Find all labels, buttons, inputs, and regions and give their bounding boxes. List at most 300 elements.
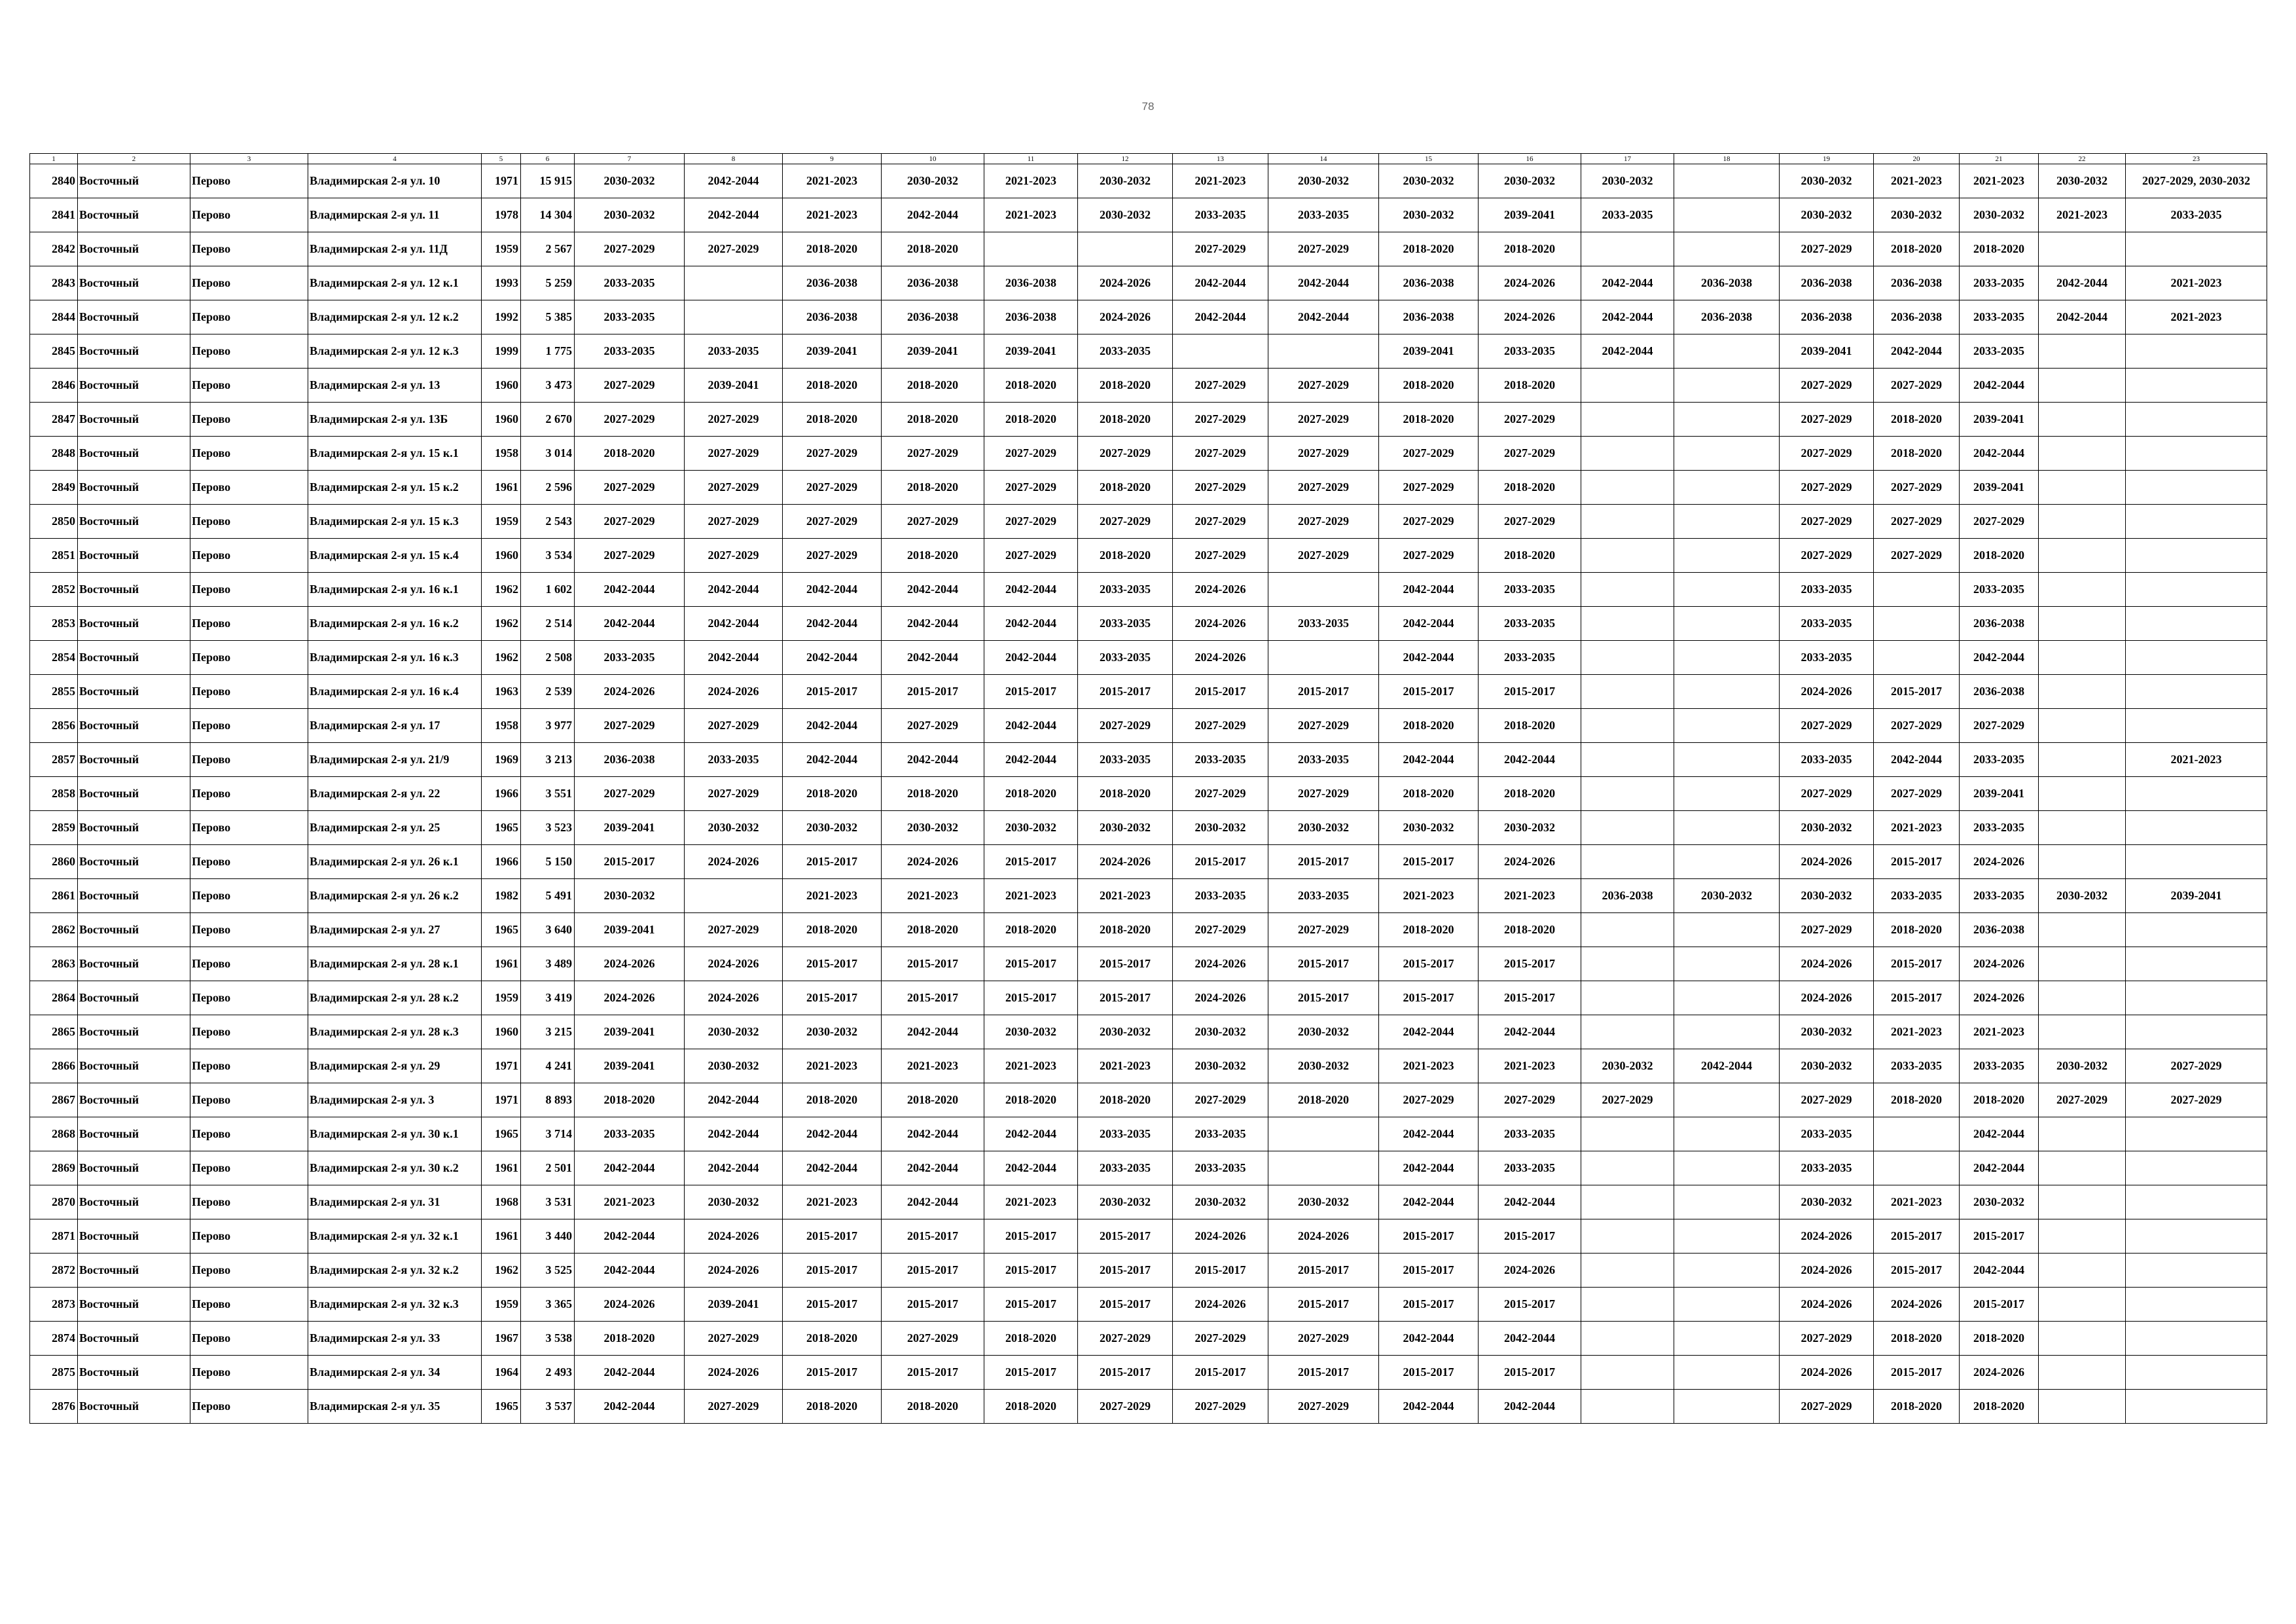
table-cell-col-4: Владимирская 2-я ул. 16 к.2 bbox=[308, 607, 482, 641]
table-cell-col-6: 5 491 bbox=[521, 879, 575, 913]
table-cell-col-20: 2030-2032 bbox=[1874, 198, 1960, 232]
table-cell-col-5: 1967 bbox=[482, 1322, 521, 1356]
table-cell-col-11: 2015-2017 bbox=[984, 947, 1078, 981]
table-cell-col-15: 2015-2017 bbox=[1379, 1219, 1479, 1254]
table-cell-col-22 bbox=[2039, 334, 2126, 369]
table-cell-col-10: 2018-2020 bbox=[882, 1083, 984, 1117]
table-cell-col-11: 2039-2041 bbox=[984, 334, 1078, 369]
table-cell-col-2: Восточный bbox=[78, 607, 190, 641]
page-number: 78 bbox=[1141, 100, 1155, 113]
table-cell-col-19: 2027-2029 bbox=[1780, 403, 1874, 437]
table-cell-col-1: 2850 bbox=[30, 505, 78, 539]
table-cell-col-21: 2039-2041 bbox=[1960, 471, 2039, 505]
table-cell-col-2: Восточный bbox=[78, 675, 190, 709]
table-cell-col-13: 2027-2029 bbox=[1173, 1390, 1268, 1424]
table-cell-col-9: 2018-2020 bbox=[783, 777, 882, 811]
table-cell-col-21: 2018-2020 bbox=[1960, 1083, 2039, 1117]
table-cell-col-20: 2015-2017 bbox=[1874, 947, 1960, 981]
table-cell-col-7: 2033-2035 bbox=[575, 1117, 685, 1151]
table-cell-col-14: 2015-2017 bbox=[1268, 1254, 1379, 1288]
table-cell-col-19: 2027-2029 bbox=[1780, 369, 1874, 403]
table-cell-col-23 bbox=[2126, 334, 2267, 369]
table-cell-col-3: Перово bbox=[190, 811, 308, 845]
table-cell-col-15: 2036-2038 bbox=[1379, 300, 1479, 334]
table-cell-col-16: 2015-2017 bbox=[1479, 947, 1581, 981]
table-cell-col-5: 1992 bbox=[482, 300, 521, 334]
table-cell-col-19: 2033-2035 bbox=[1780, 1117, 1874, 1151]
table-cell-col-18 bbox=[1674, 539, 1780, 573]
table-cell-col-7: 2027-2029 bbox=[575, 777, 685, 811]
table-cell-col-18 bbox=[1674, 1254, 1780, 1288]
table-cell-col-13: 2033-2035 bbox=[1173, 1117, 1268, 1151]
table-cell-col-20: 2027-2029 bbox=[1874, 369, 1960, 403]
table-cell-col-8: 2024-2026 bbox=[685, 675, 783, 709]
table-cell-col-17 bbox=[1581, 437, 1674, 471]
table-cell-col-3: Перово bbox=[190, 1015, 308, 1049]
table-cell-col-1: 2868 bbox=[30, 1117, 78, 1151]
table-cell-col-17: 2030-2032 bbox=[1581, 1049, 1674, 1083]
column-number-10: 10 bbox=[882, 154, 984, 164]
table-cell-col-16: 2033-2035 bbox=[1479, 573, 1581, 607]
table-cell-col-13: 2042-2044 bbox=[1173, 300, 1268, 334]
table-row bbox=[30, 879, 2267, 913]
table-cell-col-4: Владимирская 2-я ул. 26 к.1 bbox=[308, 845, 482, 879]
table-cell-col-10: 2015-2017 bbox=[882, 1219, 984, 1254]
table-cell-col-10: 2042-2044 bbox=[882, 1151, 984, 1185]
table-cell-col-18 bbox=[1674, 1390, 1780, 1424]
table-cell-col-23: 2039-2041 bbox=[2126, 879, 2267, 913]
table-cell-col-10: 2042-2044 bbox=[882, 641, 984, 675]
table-cell-col-5: 1961 bbox=[482, 947, 521, 981]
table-cell-col-10: 2027-2029 bbox=[882, 1322, 984, 1356]
table-cell-col-18 bbox=[1674, 1356, 1780, 1390]
table-cell-col-1: 2870 bbox=[30, 1185, 78, 1219]
table-cell-col-3: Перово bbox=[190, 1356, 308, 1390]
table-cell-col-23 bbox=[2126, 811, 2267, 845]
table-cell-col-7: 2018-2020 bbox=[575, 1083, 685, 1117]
table-cell-col-6: 3 977 bbox=[521, 709, 575, 743]
column-number-8: 8 bbox=[685, 154, 783, 164]
table-cell-col-2: Восточный bbox=[78, 1390, 190, 1424]
table-cell-col-7: 2027-2029 bbox=[575, 369, 685, 403]
table-cell-col-21: 2033-2035 bbox=[1960, 743, 2039, 777]
table-cell-col-22 bbox=[2039, 471, 2126, 505]
table-cell-col-6: 14 304 bbox=[521, 198, 575, 232]
table-cell-col-19: 2027-2029 bbox=[1780, 1322, 1874, 1356]
table-cell-col-10: 2042-2044 bbox=[882, 1015, 984, 1049]
table-cell-col-6: 15 915 bbox=[521, 164, 575, 198]
table-cell-col-8: 2042-2044 bbox=[685, 573, 783, 607]
table-cell-col-14: 2027-2029 bbox=[1268, 369, 1379, 403]
table-cell-col-11: 2030-2032 bbox=[984, 811, 1078, 845]
table-cell-col-23 bbox=[2126, 1288, 2267, 1322]
table-cell-col-16: 2015-2017 bbox=[1479, 981, 1581, 1015]
table-cell-col-14 bbox=[1268, 573, 1379, 607]
table-cell-col-16: 2018-2020 bbox=[1479, 777, 1581, 811]
table-row bbox=[30, 1185, 2267, 1219]
table-cell-col-1: 2875 bbox=[30, 1356, 78, 1390]
table-cell-col-14: 2027-2029 bbox=[1268, 1390, 1379, 1424]
table-cell-col-4: Владимирская 2-я ул. 15 к.1 bbox=[308, 437, 482, 471]
table-cell-col-6: 3 531 bbox=[521, 1185, 575, 1219]
table-cell-col-14: 2027-2029 bbox=[1268, 403, 1379, 437]
table-cell-col-15: 2027-2029 bbox=[1379, 505, 1479, 539]
table-cell-col-16: 2024-2026 bbox=[1479, 300, 1581, 334]
table-cell-col-12: 2015-2017 bbox=[1078, 675, 1173, 709]
table-cell-col-16: 2018-2020 bbox=[1479, 471, 1581, 505]
table-cell-col-8: 2027-2029 bbox=[685, 505, 783, 539]
table-cell-col-2: Восточный bbox=[78, 471, 190, 505]
table-cell-col-8: 2042-2044 bbox=[685, 1117, 783, 1151]
table-cell-col-4: Владимирская 2-я ул. 32 к.1 bbox=[308, 1219, 482, 1254]
table-cell-col-22 bbox=[2039, 811, 2126, 845]
table-cell-col-5: 1999 bbox=[482, 334, 521, 369]
table-cell-col-1: 2874 bbox=[30, 1322, 78, 1356]
table-cell-col-6: 4 241 bbox=[521, 1049, 575, 1083]
table-cell-col-11: 2018-2020 bbox=[984, 1390, 1078, 1424]
table-cell-col-15: 2042-2044 bbox=[1379, 573, 1479, 607]
table-cell-col-23: 2027-2029 bbox=[2126, 1083, 2267, 1117]
table-cell-col-13: 2027-2029 bbox=[1173, 369, 1268, 403]
table-cell-col-6: 3 473 bbox=[521, 369, 575, 403]
table-cell-col-3: Перово bbox=[190, 573, 308, 607]
table-cell-col-16: 2024-2026 bbox=[1479, 266, 1581, 300]
table-cell-col-16: 2042-2044 bbox=[1479, 1322, 1581, 1356]
table-cell-col-1: 2863 bbox=[30, 947, 78, 981]
table-cell-col-4: Владимирская 2-я ул. 12 к.3 bbox=[308, 334, 482, 369]
table-cell-col-18 bbox=[1674, 811, 1780, 845]
table-cell-col-17 bbox=[1581, 981, 1674, 1015]
table-cell-col-18 bbox=[1674, 232, 1780, 266]
table-cell-col-13: 2015-2017 bbox=[1173, 1356, 1268, 1390]
table-cell-col-1: 2856 bbox=[30, 709, 78, 743]
table-cell-col-13: 2027-2029 bbox=[1173, 913, 1268, 947]
repair-schedule-table bbox=[29, 153, 2267, 1424]
table-row bbox=[30, 539, 2267, 573]
table-cell-col-22 bbox=[2039, 369, 2126, 403]
table-cell-col-8: 2027-2029 bbox=[685, 1390, 783, 1424]
table-cell-col-7: 2027-2029 bbox=[575, 505, 685, 539]
table-cell-col-19: 2024-2026 bbox=[1780, 1288, 1874, 1322]
table-cell-col-3: Перово bbox=[190, 471, 308, 505]
table-cell-col-8: 2042-2044 bbox=[685, 607, 783, 641]
table-cell-col-3: Перово bbox=[190, 437, 308, 471]
table-cell-col-18 bbox=[1674, 369, 1780, 403]
table-cell-col-15: 2021-2023 bbox=[1379, 879, 1479, 913]
table-cell-col-2: Восточный bbox=[78, 505, 190, 539]
table-cell-col-20: 2036-2038 bbox=[1874, 266, 1960, 300]
table-cell-col-20: 2033-2035 bbox=[1874, 879, 1960, 913]
table-cell-col-1: 2859 bbox=[30, 811, 78, 845]
table-cell-col-11: 2018-2020 bbox=[984, 1322, 1078, 1356]
table-cell-col-22 bbox=[2039, 573, 2126, 607]
table-cell-col-14 bbox=[1268, 334, 1379, 369]
table-cell-col-21: 2036-2038 bbox=[1960, 913, 2039, 947]
table-cell-col-11: 2015-2017 bbox=[984, 675, 1078, 709]
table-cell-col-6: 3 014 bbox=[521, 437, 575, 471]
table-cell-col-11: 2021-2023 bbox=[984, 164, 1078, 198]
table-cell-col-1: 2867 bbox=[30, 1083, 78, 1117]
table-cell-col-19: 2030-2032 bbox=[1780, 1185, 1874, 1219]
table-cell-col-19: 2027-2029 bbox=[1780, 471, 1874, 505]
table-cell-col-4: Владимирская 2-я ул. 16 к.4 bbox=[308, 675, 482, 709]
table-cell-col-12: 2030-2032 bbox=[1078, 1185, 1173, 1219]
table-cell-col-14: 2024-2026 bbox=[1268, 1219, 1379, 1254]
column-number-9: 9 bbox=[783, 154, 882, 164]
table-cell-col-13: 2015-2017 bbox=[1173, 1254, 1268, 1288]
table-cell-col-5: 1960 bbox=[482, 1015, 521, 1049]
table-row bbox=[30, 471, 2267, 505]
table-cell-col-18 bbox=[1674, 1151, 1780, 1185]
table-cell-col-4: Владимирская 2-я ул. 28 к.1 bbox=[308, 947, 482, 981]
table-cell-col-17 bbox=[1581, 947, 1674, 981]
table-cell-col-8: 2027-2029 bbox=[685, 913, 783, 947]
table-cell-col-2: Восточный bbox=[78, 1322, 190, 1356]
table-cell-col-15: 2042-2044 bbox=[1379, 1151, 1479, 1185]
table-cell-col-7: 2015-2017 bbox=[575, 845, 685, 879]
table-cell-col-9: 2015-2017 bbox=[783, 947, 882, 981]
table-cell-col-14: 2027-2029 bbox=[1268, 1322, 1379, 1356]
table-cell-col-18 bbox=[1674, 334, 1780, 369]
table-cell-col-21: 2018-2020 bbox=[1960, 1390, 2039, 1424]
table-cell-col-1: 2849 bbox=[30, 471, 78, 505]
table-row bbox=[30, 232, 2267, 266]
table-cell-col-1: 2848 bbox=[30, 437, 78, 471]
table-cell-col-11: 2015-2017 bbox=[984, 1356, 1078, 1390]
table-cell-col-4: Владимирская 2-я ул. 25 bbox=[308, 811, 482, 845]
table-cell-col-16: 2024-2026 bbox=[1479, 1254, 1581, 1288]
table-cell-col-14: 2027-2029 bbox=[1268, 232, 1379, 266]
table-cell-col-1: 2851 bbox=[30, 539, 78, 573]
table-cell-col-11: 2021-2023 bbox=[984, 1185, 1078, 1219]
table-cell-col-2: Восточный bbox=[78, 1356, 190, 1390]
table-cell-col-2: Восточный bbox=[78, 403, 190, 437]
table-cell-col-4: Владимирская 2-я ул. 21/9 bbox=[308, 743, 482, 777]
table-cell-col-22 bbox=[2039, 845, 2126, 879]
column-number-20: 20 bbox=[1874, 154, 1960, 164]
table-cell-col-12: 2018-2020 bbox=[1078, 471, 1173, 505]
table-cell-col-15: 2015-2017 bbox=[1379, 1288, 1479, 1322]
table-cell-col-2: Восточный bbox=[78, 1117, 190, 1151]
table-cell-col-20: 2021-2023 bbox=[1874, 1185, 1960, 1219]
table-cell-col-1: 2854 bbox=[30, 641, 78, 675]
table-cell-col-3: Перово bbox=[190, 777, 308, 811]
table-cell-col-8: 2039-2041 bbox=[685, 1288, 783, 1322]
table-cell-col-1: 2840 bbox=[30, 164, 78, 198]
table-cell-col-10: 2018-2020 bbox=[882, 539, 984, 573]
column-number-row bbox=[30, 154, 2267, 164]
table-cell-col-20: 2018-2020 bbox=[1874, 403, 1960, 437]
table-cell-col-5: 1960 bbox=[482, 369, 521, 403]
table-cell-col-14 bbox=[1268, 641, 1379, 675]
table-cell-col-13: 2027-2029 bbox=[1173, 709, 1268, 743]
table-cell-col-9: 2042-2044 bbox=[783, 743, 882, 777]
table-cell-col-22 bbox=[2039, 1219, 2126, 1254]
table-cell-col-8: 2027-2029 bbox=[685, 471, 783, 505]
table-cell-col-13: 2024-2026 bbox=[1173, 607, 1268, 641]
table-cell-col-16: 2030-2032 bbox=[1479, 811, 1581, 845]
table-cell-col-8: 2030-2032 bbox=[685, 1015, 783, 1049]
table-cell-col-2: Восточный bbox=[78, 879, 190, 913]
table-cell-col-11: 2042-2044 bbox=[984, 1117, 1078, 1151]
table-cell-col-18 bbox=[1674, 198, 1780, 232]
table-cell-col-4: Владимирская 2-я ул. 32 к.3 bbox=[308, 1288, 482, 1322]
table-cell-col-18 bbox=[1674, 675, 1780, 709]
table-cell-col-1: 2864 bbox=[30, 981, 78, 1015]
table-cell-col-17 bbox=[1581, 1390, 1674, 1424]
table-cell-col-9: 2018-2020 bbox=[783, 1390, 882, 1424]
table-row bbox=[30, 947, 2267, 981]
table-cell-col-9: 2021-2023 bbox=[783, 198, 882, 232]
column-number-4: 4 bbox=[308, 154, 482, 164]
table-cell-col-18 bbox=[1674, 403, 1780, 437]
table-cell-col-22 bbox=[2039, 505, 2126, 539]
table-cell-col-19: 2027-2029 bbox=[1780, 539, 1874, 573]
table-cell-col-2: Восточный bbox=[78, 573, 190, 607]
table-cell-col-8 bbox=[685, 266, 783, 300]
table-cell-col-15: 2027-2029 bbox=[1379, 471, 1479, 505]
table-cell-col-5: 1962 bbox=[482, 607, 521, 641]
table-cell-col-6: 3 213 bbox=[521, 743, 575, 777]
table-cell-col-2: Восточный bbox=[78, 1083, 190, 1117]
table-cell-col-16: 2015-2017 bbox=[1479, 1219, 1581, 1254]
table-cell-col-20: 2015-2017 bbox=[1874, 675, 1960, 709]
table-cell-col-10: 2030-2032 bbox=[882, 811, 984, 845]
table-cell-col-6: 3 215 bbox=[521, 1015, 575, 1049]
table-cell-col-9: 2036-2038 bbox=[783, 266, 882, 300]
table-cell-col-19: 2024-2026 bbox=[1780, 845, 1874, 879]
table-cell-col-20: 2015-2017 bbox=[1874, 845, 1960, 879]
table-cell-col-1: 2846 bbox=[30, 369, 78, 403]
table-cell-col-4: Владимирская 2-я ул. 32 к.2 bbox=[308, 1254, 482, 1288]
table-cell-col-2: Восточный bbox=[78, 1219, 190, 1254]
table-cell-col-22 bbox=[2039, 743, 2126, 777]
table-cell-col-8: 2039-2041 bbox=[685, 369, 783, 403]
table-cell-col-10: 2042-2044 bbox=[882, 1117, 984, 1151]
table-cell-col-11: 2027-2029 bbox=[984, 437, 1078, 471]
table-cell-col-10: 2018-2020 bbox=[882, 1390, 984, 1424]
table-cell-col-8 bbox=[685, 879, 783, 913]
table-cell-col-23 bbox=[2126, 369, 2267, 403]
table-cell-col-2: Восточный bbox=[78, 1151, 190, 1185]
table-cell-col-17 bbox=[1581, 709, 1674, 743]
table-cell-col-21: 2027-2029 bbox=[1960, 709, 2039, 743]
table-cell-col-13: 2033-2035 bbox=[1173, 198, 1268, 232]
table-cell-col-10: 2036-2038 bbox=[882, 266, 984, 300]
table-cell-col-21: 2042-2044 bbox=[1960, 437, 2039, 471]
table-cell-col-14 bbox=[1268, 1117, 1379, 1151]
table-cell-col-8: 2027-2029 bbox=[685, 403, 783, 437]
table-cell-col-13: 2027-2029 bbox=[1173, 403, 1268, 437]
table-cell-col-6: 3 551 bbox=[521, 777, 575, 811]
table-cell-col-9: 2015-2017 bbox=[783, 845, 882, 879]
table-cell-col-20: 2027-2029 bbox=[1874, 539, 1960, 573]
table-cell-col-19: 2024-2026 bbox=[1780, 1219, 1874, 1254]
table-cell-col-11: 2036-2038 bbox=[984, 266, 1078, 300]
table-cell-col-22 bbox=[2039, 947, 2126, 981]
table-cell-col-6: 1 602 bbox=[521, 573, 575, 607]
table-cell-col-9: 2015-2017 bbox=[783, 981, 882, 1015]
table-cell-col-19: 2033-2035 bbox=[1780, 573, 1874, 607]
table-cell-col-10: 2015-2017 bbox=[882, 981, 984, 1015]
table-cell-col-4: Владимирская 2-я ул. 27 bbox=[308, 913, 482, 947]
table-cell-col-23 bbox=[2126, 1117, 2267, 1151]
table-cell-col-17 bbox=[1581, 1015, 1674, 1049]
table-cell-col-12: 2015-2017 bbox=[1078, 981, 1173, 1015]
table-cell-col-5: 1971 bbox=[482, 164, 521, 198]
table-cell-col-9: 2042-2044 bbox=[783, 1117, 882, 1151]
table-cell-col-19: 2024-2026 bbox=[1780, 947, 1874, 981]
table-cell-col-14: 2033-2035 bbox=[1268, 198, 1379, 232]
table-cell-col-6: 2 514 bbox=[521, 607, 575, 641]
table-cell-col-8: 2030-2032 bbox=[685, 1049, 783, 1083]
table-cell-col-2: Восточный bbox=[78, 709, 190, 743]
table-cell-col-18 bbox=[1674, 1015, 1780, 1049]
table-cell-col-21: 2024-2026 bbox=[1960, 981, 2039, 1015]
table-cell-col-8: 2042-2044 bbox=[685, 1151, 783, 1185]
table-cell-col-17: 2030-2032 bbox=[1581, 164, 1674, 198]
table-cell-col-17: 2033-2035 bbox=[1581, 198, 1674, 232]
table-cell-col-19: 2030-2032 bbox=[1780, 1015, 1874, 1049]
table-cell-col-16: 2027-2029 bbox=[1479, 437, 1581, 471]
table-cell-col-21: 2033-2035 bbox=[1960, 266, 2039, 300]
table-cell-col-1: 2853 bbox=[30, 607, 78, 641]
table-cell-col-22 bbox=[2039, 675, 2126, 709]
table-cell-col-14: 2030-2032 bbox=[1268, 1049, 1379, 1083]
table-cell-col-5: 1965 bbox=[482, 1117, 521, 1151]
table-cell-col-15: 2042-2044 bbox=[1379, 1015, 1479, 1049]
table-cell-col-17 bbox=[1581, 641, 1674, 675]
table-cell-col-3: Перово bbox=[190, 675, 308, 709]
column-number-15: 15 bbox=[1379, 154, 1479, 164]
table-cell-col-3: Перово bbox=[190, 1219, 308, 1254]
table-cell-col-21: 2042-2044 bbox=[1960, 641, 2039, 675]
table-cell-col-10: 2018-2020 bbox=[882, 913, 984, 947]
table-cell-col-17 bbox=[1581, 232, 1674, 266]
table-cell-col-17 bbox=[1581, 1254, 1674, 1288]
table-cell-col-9: 2015-2017 bbox=[783, 1219, 882, 1254]
table-cell-col-3: Перово bbox=[190, 709, 308, 743]
table-cell-col-23 bbox=[2126, 539, 2267, 573]
table-cell-col-5: 1965 bbox=[482, 913, 521, 947]
table-cell-col-2: Восточный bbox=[78, 981, 190, 1015]
table-cell-col-15: 2042-2044 bbox=[1379, 743, 1479, 777]
table-cell-col-7: 2018-2020 bbox=[575, 1322, 685, 1356]
table-cell-col-19: 2039-2041 bbox=[1780, 334, 1874, 369]
table-cell-col-21: 2042-2044 bbox=[1960, 1117, 2039, 1151]
table-cell-col-4: Владимирская 2-я ул. 15 к.2 bbox=[308, 471, 482, 505]
table-cell-col-1: 2865 bbox=[30, 1015, 78, 1049]
table-cell-col-18 bbox=[1674, 845, 1780, 879]
table-cell-col-9: 2027-2029 bbox=[783, 437, 882, 471]
table-cell-col-10: 2027-2029 bbox=[882, 709, 984, 743]
table-cell-col-20: 2015-2017 bbox=[1874, 981, 1960, 1015]
table-cell-col-4: Владимирская 2-я ул. 16 к.1 bbox=[308, 573, 482, 607]
table-cell-col-22 bbox=[2039, 1015, 2126, 1049]
table-cell-col-23 bbox=[2126, 641, 2267, 675]
table-cell-col-14: 2033-2035 bbox=[1268, 607, 1379, 641]
table-cell-col-19: 2027-2029 bbox=[1780, 777, 1874, 811]
table-cell-col-5: 1958 bbox=[482, 437, 521, 471]
table-cell-col-21: 2024-2026 bbox=[1960, 947, 2039, 981]
table-cell-col-18 bbox=[1674, 1219, 1780, 1254]
table-cell-col-16: 2027-2029 bbox=[1479, 505, 1581, 539]
table-cell-col-8: 2042-2044 bbox=[685, 198, 783, 232]
table-cell-col-13 bbox=[1173, 334, 1268, 369]
table-cell-col-16: 2033-2035 bbox=[1479, 1117, 1581, 1151]
table-cell-col-17: 2027-2029 bbox=[1581, 1083, 1674, 1117]
table-cell-col-22: 2021-2023 bbox=[2039, 198, 2126, 232]
